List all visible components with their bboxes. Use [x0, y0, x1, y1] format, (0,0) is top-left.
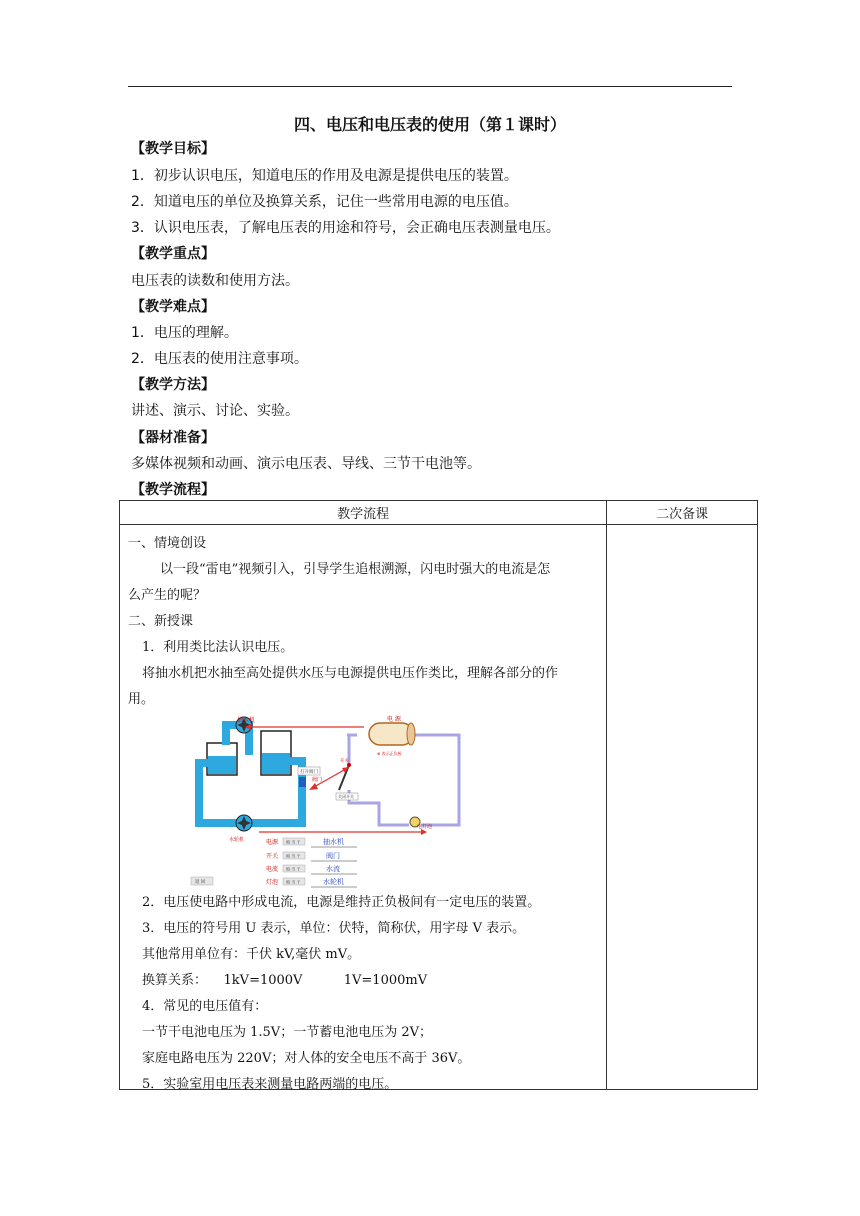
svg-text:相 当 于: 相 当 于	[286, 879, 301, 885]
paragraph-line: 将抽水机把水抽至高处提供水压与电源提供电压作类比，理解各部分的作	[142, 666, 559, 681]
methods-text: 讲述、演示、讨论、实验。	[131, 403, 299, 419]
svg-text:抽水机: 抽水机	[323, 838, 344, 846]
valve-icon	[299, 777, 306, 787]
list-item: 2．电压使电路中形成电流，电源是维持正负极间有一定电压的装置。	[142, 895, 541, 910]
paragraph-line: 换算关系： 1kV=1000V 1V=1000mV	[142, 973, 428, 988]
difficulty-heading: 【教学难点】	[131, 299, 215, 315]
process-heading: 【教学流程】	[131, 482, 215, 498]
method-heading: 【教学方法】	[131, 377, 215, 393]
paragraph-line: 用。	[128, 692, 155, 707]
power-label: 电 源	[387, 716, 401, 723]
match-row	[266, 851, 357, 861]
col-header-notes: 二次备课	[607, 501, 758, 525]
list-item: 3．电压的符号用 U 表示，单位：伏特，简称伏，用字母 V 表示。	[142, 921, 526, 936]
objectives-heading: 【教学目标】	[131, 141, 215, 157]
svg-text:开关: 开关	[266, 853, 279, 860]
pump-label: 抽水机	[237, 717, 256, 724]
turbine-label: 水轮机	[229, 837, 245, 843]
list-item: 1．利用类比法认识电压。	[142, 640, 294, 655]
paragraph-line: 其他常用单位有：千伏 kV,毫伏 mV。	[142, 947, 361, 962]
equipment-heading: 【器材准备】	[131, 430, 215, 446]
section-heading: 二、新授课	[128, 614, 194, 629]
notes-cell	[607, 525, 758, 1090]
process-table	[119, 500, 758, 1090]
water-analogy-figure	[189, 715, 479, 875]
key-point: 电压表的读数和使用方法。	[131, 273, 299, 289]
match-row	[266, 864, 357, 874]
back-button: 返 回	[195, 880, 206, 885]
svg-text:电流: 电流	[266, 866, 279, 873]
equipment-text: 多媒体视频和动画、演示电压表、导线、三节干电池等。	[131, 456, 481, 472]
paragraph-line: 以一段“雷电”视频引入，引导学生追根溯源，闪电时强大的电流是怎	[160, 562, 551, 577]
list-item: 5．实验室用电压表来测量电路两端的电压。	[142, 1077, 398, 1092]
key-heading: 【教学重点】	[131, 246, 215, 262]
objective-item: 2．知道电压的单位及换算关系，记住一些常用电源的电压值。	[131, 194, 518, 210]
paragraph-line: 一节干电池电压为 1.5V；一节蓄电池电压为 2V；	[142, 1025, 432, 1040]
paragraph-line: 么产生的呢？	[128, 588, 207, 603]
process-cell	[120, 525, 607, 1090]
svg-text:水轮机: 水轮机	[323, 878, 344, 886]
svg-text:相 当 于: 相 当 于	[286, 866, 301, 872]
section-heading: 一、情境创设	[128, 536, 207, 551]
objective-item: 3．认识电压表，了解电压表的用途和符号，会正确电压表测量电压。	[131, 220, 560, 236]
open-valve-button: 打开阀门	[300, 770, 318, 775]
battery-icon	[369, 723, 413, 745]
power-note: ⊕ 表示正负极	[377, 751, 402, 756]
list-item: 4．常见的电压值有：	[142, 999, 268, 1014]
svg-text:相 当 于: 相 当 于	[286, 839, 301, 845]
objective-item: 1．初步认识电压，知道电压的作用及电源是提供电压的装置。	[131, 168, 518, 184]
svg-text:阀门: 阀门	[326, 852, 340, 860]
valve-label: 阀门	[312, 777, 323, 783]
svg-text:水流: 水流	[326, 865, 340, 873]
paragraph-line: 家庭电路电压为 220V；对人体的安全电压不高于 36V。	[142, 1051, 471, 1066]
difficulty-item: 1．电压的理解。	[131, 325, 238, 341]
col-header-process: 教学流程	[120, 501, 607, 525]
bulb-label: 电灯泡	[417, 824, 433, 830]
switch-label: 开关	[340, 759, 349, 764]
header-rule	[128, 86, 732, 87]
svg-text:电源: 电源	[266, 839, 279, 846]
svg-text:灯泡: 灯泡	[266, 879, 279, 886]
page-title: 四、电压和电压表的使用（第１课时）	[293, 115, 566, 134]
difficulty-item: 2．电压表的使用注意事项。	[131, 351, 308, 367]
match-row	[266, 837, 357, 847]
close-switch-button: 关闭开关	[338, 794, 354, 799]
svg-text:相 当 于: 相 当 于	[286, 853, 301, 859]
